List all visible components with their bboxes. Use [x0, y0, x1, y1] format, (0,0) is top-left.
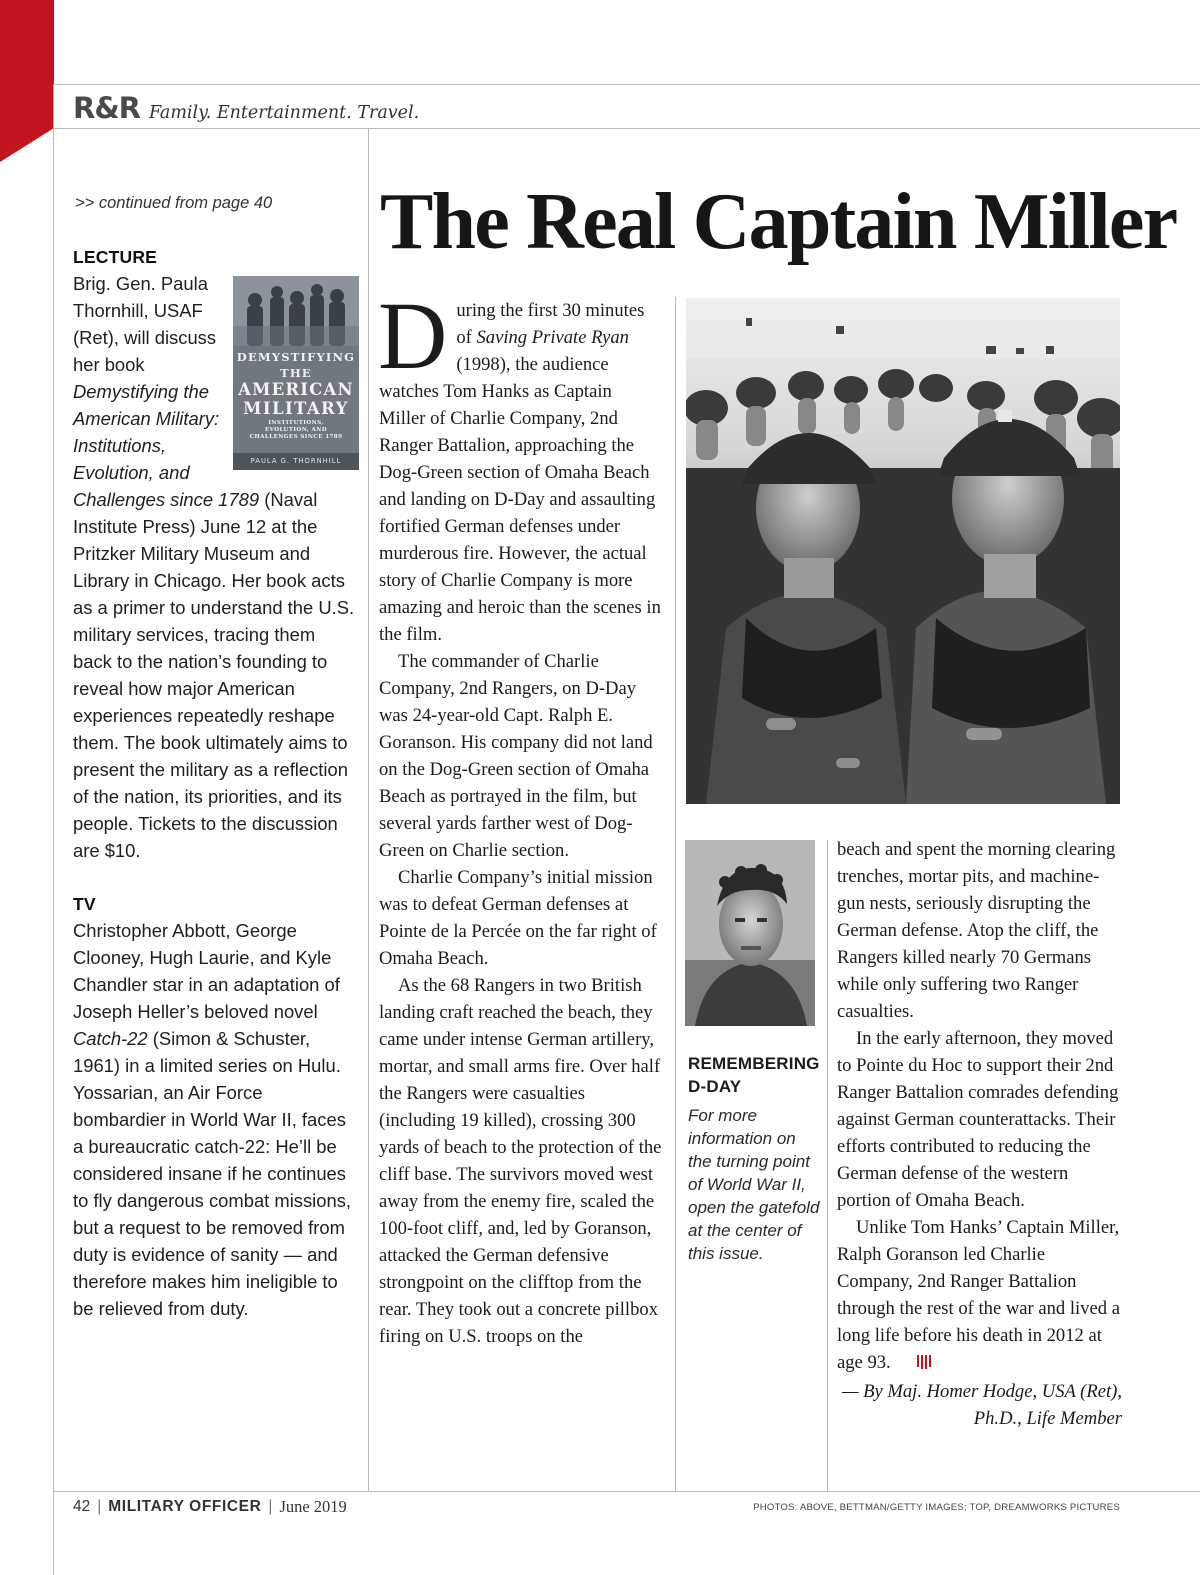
article-paragraph-3: Charlie Company’s initial mission was to defeat German defenses at Pointe de la Percée on the far right of Omaha Beach.	[379, 867, 657, 969]
tv-text-part-2: (Simon & Schuster, 1961) in a limited series on Hulu. Yossarian, an Air Force bombardier in World War II, faces a bureaucratic catch-22: He’ll be considered insane if he continues to fly dangerous combat missions, but a request to be removed from duty is evidence of sanity — and therefore makes him ineligible to be relieved from duty.	[73, 1028, 352, 1319]
article-paragraph-6	[837, 1214, 1122, 1378]
sidebar	[73, 190, 357, 1322]
lecture-text-part-1: Brig. Gen. Paula Thornhill, USAF (Ret), will discuss her book	[73, 273, 217, 375]
caption-title: REMEMBERING D-DAY	[688, 1054, 820, 1096]
section-logo: R&R	[73, 91, 140, 125]
tv-text	[73, 917, 357, 1322]
book-cover-image	[233, 276, 359, 470]
article-paragraph-4: As the 68 Rangers in two British landing craft reached the beach, they came under intense German artillery, mortar, and small arms fire. Over half the Rangers were casualties (including 19 killed), crossing 300 yards of beach to the protection of the cliff base. The survivors moved west away from the enemy fire, scaled the 100-foot cliff, and, led by Goranson, attacked the German defensive strongpoint on the clifftop from the rear. They took out a concrete pillbox firing on U.S. troops on the	[379, 975, 662, 1347]
paragraph-1-part-a: uring the first 30 minutes of	[456, 300, 645, 348]
tv-text-part-1: Christopher Abbott, George Clooney, Hugh Laurie, and Kyle Chandler star in an adaptation of Joseph Heller’s beloved novel	[73, 920, 340, 1022]
book-cover-author: PAULA G. THORNHILL	[233, 453, 359, 470]
book-cover-title-1: DEMYSTIFYING	[236, 350, 356, 364]
column-divider-1	[675, 297, 676, 1491]
article-byline: — By Maj. Homer Hodge, USA (Ret), Ph.D., Life Member	[841, 1381, 1122, 1429]
issue-date: June 2019	[279, 1497, 347, 1516]
film-title: Saving Private Ryan	[476, 327, 629, 348]
section-tagline: Family. Entertainment. Travel.	[148, 103, 420, 123]
article-column-3	[837, 836, 1122, 1432]
article-paragraph-1	[378, 282, 662, 648]
top-rule	[54, 84, 1200, 85]
book-cover-title-3: AMERICAN	[238, 380, 354, 399]
article-paragraph-4-continued: beach and spent the morning clearing trenches, mortar pits, and machine-gun nests, seriously disrupting the German defense. Atop the cliff, the Rangers killed nearly 70 Germans while only suffering two Ranger casualties.	[837, 839, 1116, 1022]
soldier-portrait-photo-icon	[685, 840, 815, 1026]
page-footer	[73, 1497, 347, 1517]
column-divider-2	[827, 840, 828, 1491]
lecture-text-part-2: (Naval Institute Press) June 12 at the Pritzker Military Museum and Library in Chicago. Her book acts as a primer to understand the U.S. military services, tracing them back to the nation’s founding to reveal how major American experiences repeatedly reshape them. The book ultimately aims to present the military as a reflection of the nation, its priorities, and its people. Tickets to the discussion are $10.	[73, 489, 355, 861]
magazine-name: MILITARY OFFICER	[108, 1498, 262, 1515]
sidebar-divider	[368, 128, 369, 1491]
lecture-label: LECTURE	[73, 247, 158, 267]
book-cover-subtitle: INSTITUTIONS, EVOLUTION, AND CHALLENGES SINCE 1789	[249, 420, 343, 440]
inset-photo	[685, 840, 815, 1026]
section-header	[73, 91, 419, 123]
tv-book-title: Catch-22	[73, 1028, 148, 1049]
tv-label: TV	[73, 894, 96, 914]
end-mark-icon	[897, 1351, 932, 1378]
footer-rule	[54, 1491, 1200, 1492]
drop-cap: D	[378, 282, 448, 389]
book-cover-title-2: THE	[280, 366, 312, 380]
lecture-text	[73, 270, 357, 864]
red-corner-tab	[0, 0, 54, 162]
soldiers-landing-craft-photo-icon	[686, 298, 1120, 804]
article-headline: The Real Captain Miller	[380, 178, 1177, 266]
lecture-book-title: Demystifying the American Military: Institutions, Evolution, and Challenges since 1789	[73, 381, 260, 510]
footer-separator-1: |	[97, 1498, 102, 1515]
book-cover-soldiers-icon	[233, 276, 359, 346]
left-margin-rule	[53, 84, 54, 1575]
caption-text: For more information on the turning point of World War II, open the gatefold at the center of this issue.	[688, 1106, 820, 1263]
header-rule	[54, 128, 1200, 129]
article-paragraph-5: In the early afternoon, they moved to Pointe du Hoc to support their 2nd Ranger Battalion comrades defending against German counterattacks. Their efforts contributed to reducing the German defense of the western portion of Omaha Beach.	[837, 1028, 1119, 1211]
main-photo	[686, 298, 1120, 804]
footer-separator-2: |	[268, 1498, 273, 1515]
book-cover-title-4: MILITARY	[243, 399, 349, 418]
page-number: 42	[73, 1498, 91, 1515]
paragraph-1-part-b: (1998), the audience watches Tom Hanks as Captain Miller of Charlie Company, 2nd Ranger Battalion, approaching the Dog-Green section of Omaha Beach and landing on D-Day and assaulting fortified German defenses under murderous fire. However, the actual story of Charlie Company is more amazing and heroic than the scenes in the film.	[379, 354, 661, 645]
continued-note: >> continued from page 40	[75, 194, 273, 212]
article-column-1	[378, 282, 662, 1350]
photo-caption	[688, 1052, 820, 1265]
photo-credits: PHOTOS: ABOVE, BETTMAN/GETTY IMAGES; TOP, DREAMWORKS PICTURES	[753, 1502, 1120, 1513]
article-paragraph-2: The commander of Charlie Company, 2nd Rangers, on D-Day was 24-year-old Capt. Ralph E. Goranson. His company did not land on the Dog-Green section of Omaha Beach as portrayed in the film, but several yards farther west of Dog-Green on Charlie section.	[379, 651, 653, 861]
paragraph-6-text: Unlike Tom Hanks’ Captain Miller, Ralph Goranson led Charlie Company, 2nd Ranger Battalion through the rest of the war and lived a long life before his death in 2012 at age 93.	[837, 1217, 1120, 1373]
